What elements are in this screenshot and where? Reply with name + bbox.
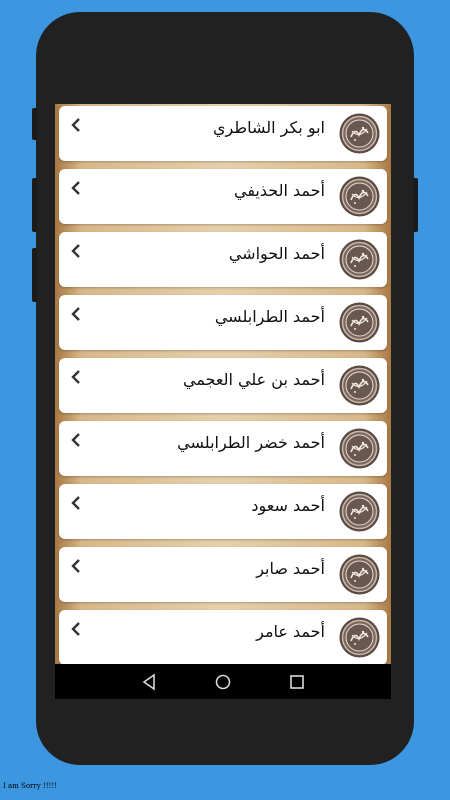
reciter-item[interactable] bbox=[59, 610, 387, 664]
footer-text: I am Sorry !!!!! bbox=[3, 782, 57, 790]
quran-emblem-icon bbox=[339, 617, 380, 658]
quran-emblem-icon bbox=[339, 239, 380, 280]
reciter-list[interactable] bbox=[55, 104, 391, 664]
reciter-item[interactable] bbox=[59, 295, 387, 350]
android-nav-bar bbox=[55, 664, 391, 699]
chevron-left-icon bbox=[69, 620, 83, 638]
recents-icon[interactable] bbox=[287, 672, 307, 692]
chevron-left-icon bbox=[69, 305, 83, 323]
reciter-name: أحمد سعود bbox=[251, 496, 325, 515]
chevron-left-icon bbox=[69, 179, 83, 197]
reciter-item[interactable] bbox=[59, 421, 387, 476]
side-button bbox=[32, 248, 37, 302]
quran-emblem-icon bbox=[339, 113, 380, 154]
quran-emblem-icon bbox=[339, 554, 380, 595]
reciter-name: أحمد الطرابلسي bbox=[214, 307, 325, 326]
reciter-item[interactable] bbox=[59, 358, 387, 413]
reciter-name: ابو بكر الشاطري bbox=[212, 118, 325, 137]
reciter-name: أحمد بن علي العجمي bbox=[182, 370, 325, 389]
chevron-left-icon bbox=[69, 494, 83, 512]
quran-emblem-icon bbox=[339, 428, 380, 469]
reciter-item[interactable] bbox=[59, 106, 387, 161]
chevron-left-icon bbox=[69, 116, 83, 134]
back-icon[interactable] bbox=[139, 672, 159, 692]
reciter-item[interactable] bbox=[59, 169, 387, 224]
phone-screen bbox=[55, 104, 391, 699]
volume-up-button bbox=[32, 108, 37, 140]
reciter-name: أحمد الحذيفي bbox=[234, 181, 325, 200]
reciter-name: أحمد خضر الطرابلسي bbox=[177, 433, 325, 452]
chevron-left-icon bbox=[69, 557, 83, 575]
quran-emblem-icon bbox=[339, 365, 380, 406]
home-icon[interactable] bbox=[213, 672, 233, 692]
chevron-left-icon bbox=[69, 242, 83, 260]
volume-down-button bbox=[32, 178, 37, 232]
reciter-name: أحمد عامر bbox=[256, 622, 325, 641]
reciter-name: أحمد الحواشي bbox=[228, 244, 325, 263]
power-button bbox=[413, 178, 418, 232]
reciter-item[interactable] bbox=[59, 484, 387, 539]
reciter-name: أحمد صابر bbox=[256, 559, 325, 578]
reciter-item[interactable] bbox=[59, 232, 387, 287]
reciter-item[interactable] bbox=[59, 547, 387, 602]
chevron-left-icon bbox=[69, 368, 83, 386]
quran-emblem-icon bbox=[339, 176, 380, 217]
quran-emblem-icon bbox=[339, 302, 380, 343]
chevron-left-icon bbox=[69, 431, 83, 449]
quran-emblem-icon bbox=[339, 491, 380, 532]
